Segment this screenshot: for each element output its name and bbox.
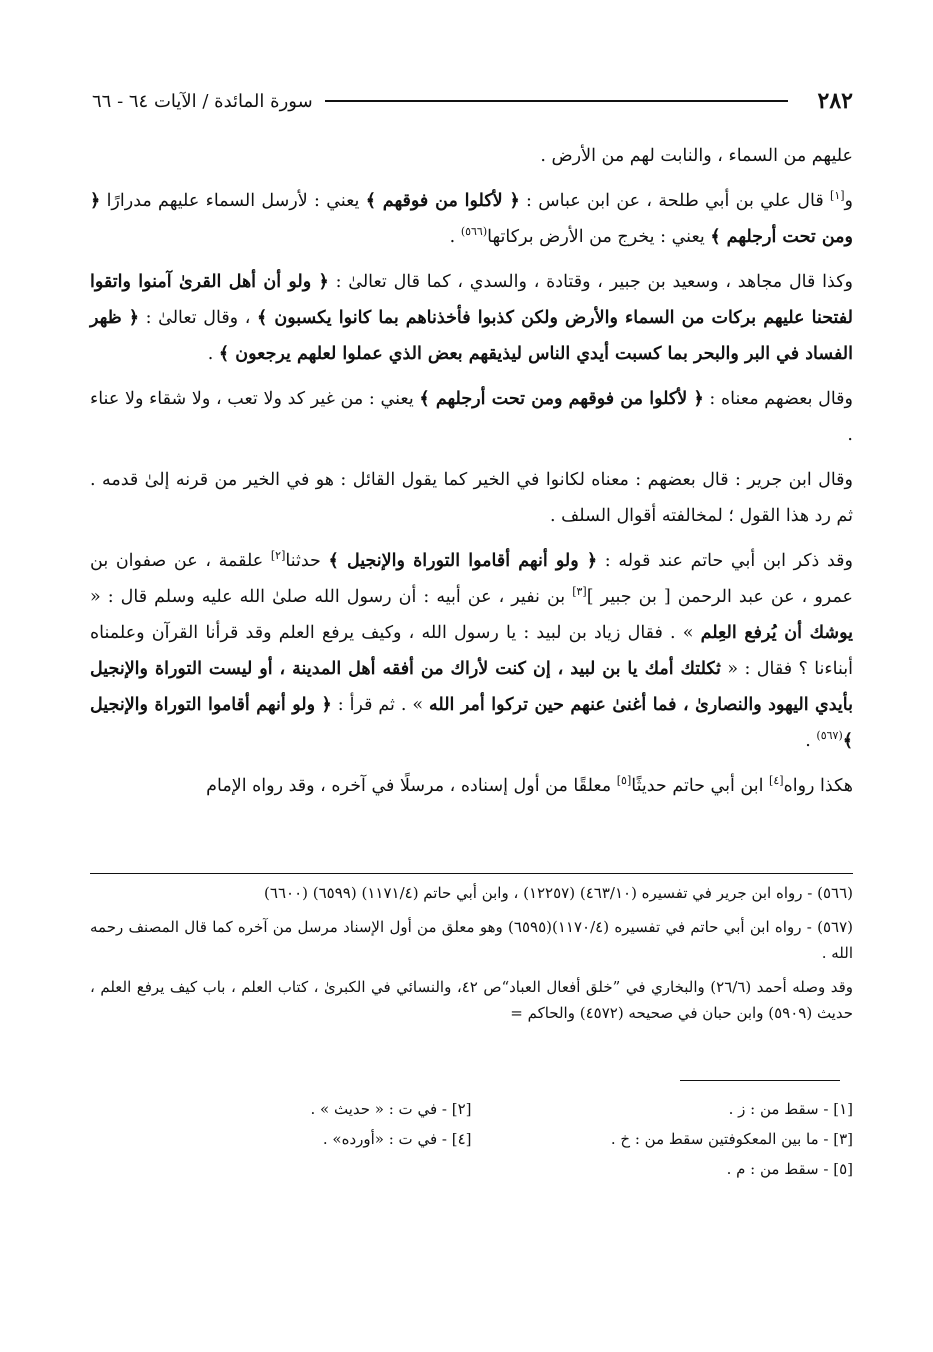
paragraph-text: هكذا رواه (783, 776, 853, 796)
paragraph-text: وكذا قال مجاهد ، وسعيد بن جبير ، وقتادة ، والسدي ، كما قال تعالىٰ : (328, 272, 853, 292)
paragraph (90, 381, 853, 453)
paragraph (90, 138, 853, 174)
quoted-text: ﴿ ومن تحت أرجلهم ﴾ (90, 191, 853, 247)
quoted-text: ﴿ ولو أن أهل القرىٰ آمنوا واتقوا لفتحنا عليهم بركات من السماء والأرض ولكن كذبوا فأخذناهم بما كانوا يكسبون ﴾ (90, 272, 853, 328)
page-number: ٢٨٢ (817, 88, 853, 114)
paragraph-text: . (805, 731, 817, 751)
paragraph-text: . (449, 227, 461, 247)
apparatus-note: [٣] - ما بين المعكوفتين سقط من : خ . (610, 1130, 853, 1148)
editorial-notes (90, 1094, 853, 1184)
footnote-marker: [٢] (270, 549, 286, 563)
paragraph-text: وقال بعضهم معناه : (703, 389, 853, 409)
footnote-marker: [١] (830, 189, 845, 203)
paragraph (90, 462, 853, 534)
main-text (90, 138, 853, 813)
paragraph (90, 183, 853, 255)
notes-row (90, 1124, 853, 1154)
paragraph-text: . (207, 344, 219, 364)
footnote-separator (90, 873, 853, 874)
quoted-text: ﴿ ظهر الفساد في البر والبحر بما كسبت أيدي الناس ليذيقهم بعض الذي عملوا لعلهم يرجعون ﴾ (90, 308, 853, 364)
notes-separator (680, 1080, 840, 1081)
paragraph-text: عليهم من السماء ، والنابت لهم من الأرض . (540, 146, 853, 166)
paragraph-text: ، وقال تعالىٰ : (139, 308, 257, 328)
running-title: سورة المائدة / الآيات ٦٤ - ٦٦ (92, 90, 313, 112)
quoted-text: ﴿ لأكلوا من فوقهم ومن تحت أرجلهم ﴾ (419, 389, 704, 409)
paragraph-text: قال علي بن أبي طلحة ، عن ابن عباس : (519, 191, 831, 211)
paragraph-text: وقال ابن جرير : قال بعضهم : معناه لكانوا في الخير كما يقول القائل : هو في الخير من قرنه إلىٰ قدمه . ثم رد هذا القول ؛ لمخالفته أقوال السلف . (90, 470, 853, 526)
footnote-marker: [٤] (769, 774, 784, 788)
paragraph-text: » . ثم قرأ : (331, 695, 430, 715)
footnote: وقد وصله أحمد (٢٦/٦) والبخاري في ”خلق أفعال العباد“ص ٤٢، والنسائي في الكبرىٰ ، كتاب العلم ، باب كيف يرفع العلم ، حديث (٥٩٠٩) وابن حبان في صحيحه (٤٥٧٢) والحاكم = (90, 978, 854, 1022)
quoted-text: يوشك أن يُرفع العِلم (700, 623, 853, 643)
paragraph-text: ابن أبي حاتم حديثًا (631, 776, 770, 796)
paragraph (90, 264, 853, 372)
paragraph-text: علقمة ، عن صفوان بن عمرو ، عن عبد الرحمن [ بن جبير ] (90, 551, 853, 607)
paragraph (90, 543, 853, 759)
paragraph-text: يعني : يخرج من الأرض بركاتها (487, 227, 711, 247)
paragraph-text: معلقًا من أول إسناده ، مرسلًا في آخره ، وقد رواه الإمام (206, 776, 617, 796)
paragraph-text: بن نفير ، عن أبيه : أن رسول الله صلىٰ الله عليه وسلم قال : « (90, 587, 573, 607)
paragraph-text: حدثنا (285, 551, 329, 571)
apparatus-note: [١] - سقط من : ز . (728, 1100, 853, 1118)
quoted-text: ثكلتك أمك يا بن لبيد ، إن كنت لأراك من أفقه أهل المدينة ، أو ليست التوراة والإنجيل بأيدي اليهود والنصارىٰ ، فما أغنىٰ عنهم حين تركوا أمر الله (90, 659, 853, 715)
quoted-text: ﴿ ولو أنهم أقاموا التوراة والإنجيل ﴾ (90, 695, 853, 751)
notes-row (90, 1094, 853, 1124)
paragraph-text: يعني : من غير كد ولا تعب ، ولا شقاء ولا عناء . (90, 389, 853, 445)
quoted-text: ﴿ لأكلوا من فوقهم ﴾ (365, 191, 520, 211)
paragraph (90, 768, 853, 804)
footnote: (٥٦٧) - رواه ابن أبي حاتم في تفسيره (١١٧٠/٤)(٦٥٩٥) وهو معلق من أول الإسناد مرسل من آخره كما قال المصنف رحمه الله . (90, 918, 853, 962)
paragraph-text: و (844, 191, 853, 211)
paragraph-text: وقد ذكر ابن أبي حاتم عند قوله : (597, 551, 853, 571)
notes-row (90, 1154, 853, 1184)
header-rule (325, 100, 788, 102)
paragraph-text: » . فقال زياد بن لبيد : يا رسول الله ، وكيف يرفع العلم وقد قرأنا القرآن وعلمناه أبناءنا ؟ فقال : « (90, 623, 853, 679)
page-header (92, 84, 853, 118)
footnote: (٥٦٦) - رواه ابن جرير في تفسيره (٤٦٣/١٠) (١٢٢٥٧) ، وابن أبي حاتم (١١٧١/٤) (٦٥٩٩) (٦٦٠٠) (264, 884, 853, 902)
paragraph-text: يعني : لأرسل السماء عليهم مدرارًا (100, 191, 366, 211)
apparatus-note: [٢] - في ت : « حديث » . (310, 1100, 472, 1118)
footnote-marker: (٥٦٦) (460, 225, 488, 239)
footnotes (90, 880, 853, 1034)
apparatus-note: [٥] - سقط من : م . (726, 1160, 853, 1178)
footnote-marker: [٥] (616, 774, 632, 788)
quoted-text: ﴿ ولو أنهم أقاموا التوراة والإنجيل ﴾ (328, 551, 598, 571)
apparatus-note: [٤] - في ت : «أورده» . (322, 1130, 472, 1148)
footnote-marker: [٣] (572, 585, 587, 599)
footnote-marker: (٥٦٧) (816, 729, 843, 743)
